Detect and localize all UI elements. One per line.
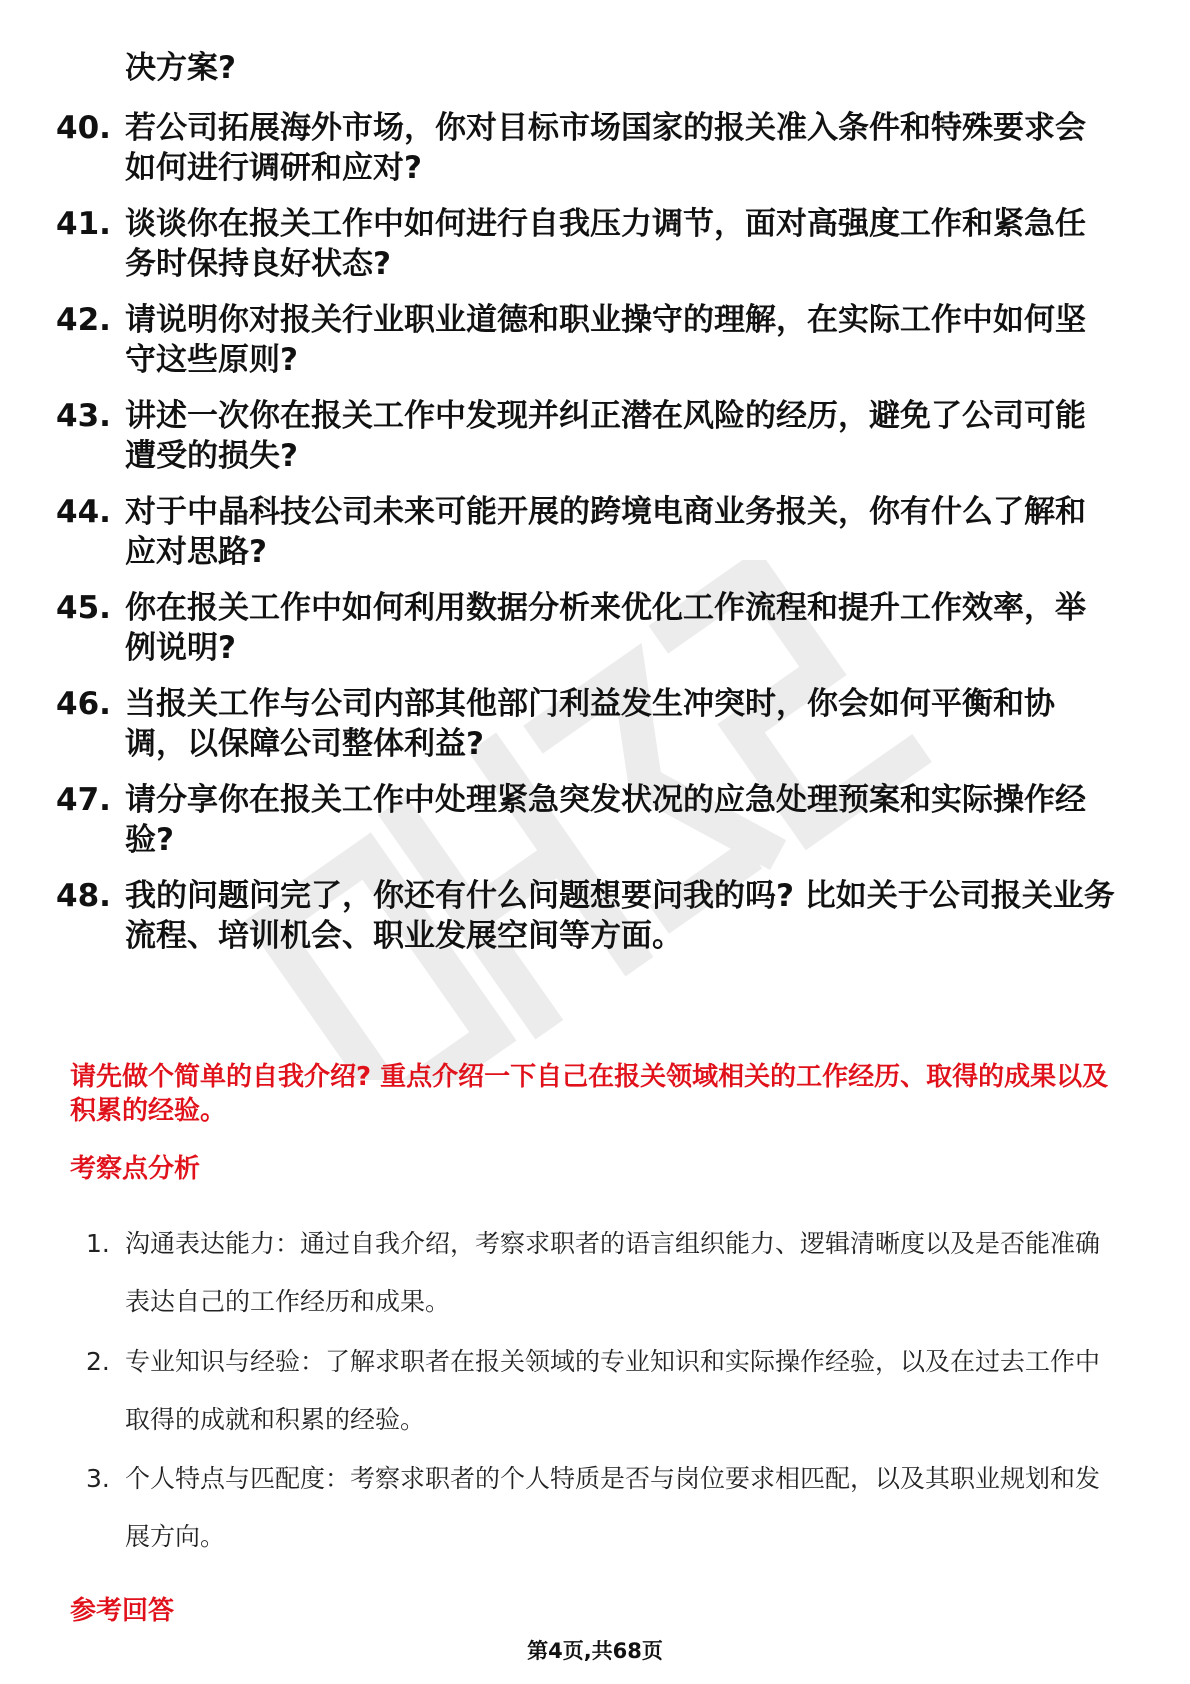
item-text: 谈谈你在报关工作中如何进行自我压力调节，面对高强度工作和紧急任务时保持良好状态? xyxy=(125,206,1086,282)
item-text: 个人特点与匹配度：考察求职者的个人特质是否与岗位要求相匹配，以及其职业规划和发展方向。 xyxy=(125,1464,1101,1551)
item-number: 1. xyxy=(86,1229,110,1258)
item-number: 46. xyxy=(56,686,111,722)
item-number: 45. xyxy=(56,590,111,626)
item-text: 专业知识与经验：了解求职者在报关领域的专业知识和实际操作经验，以及在过去工作中取得的成就和积累的经验。 xyxy=(125,1347,1101,1434)
item-text: 沟通表达能力：通过自我介绍，考察求职者的语言组织能力、逻辑清晰度以及是否能准确表达自己的工作经历和成果。 xyxy=(125,1229,1101,1316)
item-number: 3. xyxy=(86,1464,110,1493)
item-text: 请分享你在报关工作中处理紧急突发状况的应急处理预案和实际操作经验? xyxy=(125,782,1086,858)
item-text: 我的问题问完了，你还有什么问题想要问我的吗? 比如关于公司报关业务流程、培训机会、职业发展空间等方面。 xyxy=(125,878,1115,954)
item-number: 40. xyxy=(56,110,111,146)
highlight-question: 请先做个简单的自我介绍? 重点介绍一下自己在报关领域相关的工作经历、取得的成果以及积累的经验。 xyxy=(70,1062,1109,1126)
item-number: 42. xyxy=(56,302,111,338)
item-text: 对于中晶科技公司未来可能开展的跨境电商业务报关，你有什么了解和应对思路? xyxy=(125,494,1086,570)
continuation-text: 决方案? xyxy=(125,50,236,86)
item-text: 若公司拓展海外市场，你对目标市场国家的报关准入条件和特殊要求会如何进行调研和应对? xyxy=(125,110,1086,186)
item-text: 当报关工作与公司内部其他部门利益发生冲突时，你会如何平衡和协调，以保障公司整体利益? xyxy=(125,686,1055,762)
page-footer: 第4页,共68页 xyxy=(527,1639,663,1663)
item-text: 讲述一次你在报关工作中发现并纠正潜在风险的经历，避免了公司可能遭受的损失? xyxy=(125,398,1086,474)
item-text: 你在报关工作中如何利用数据分析来优化工作流程和提升工作效率，举例说明? xyxy=(125,590,1086,666)
reference-heading: 参考回答 xyxy=(70,1596,175,1626)
analysis-heading: 考察点分析 xyxy=(70,1154,201,1184)
item-text: 请说明你对报关行业职业道德和职业操守的理解，在实际工作中如何坚守这些原则? xyxy=(125,302,1086,378)
item-number: 43. xyxy=(56,398,111,434)
item-number: 48. xyxy=(56,878,111,914)
item-number: 41. xyxy=(56,206,111,242)
item-number: 44. xyxy=(56,494,111,530)
item-number: 2. xyxy=(86,1347,110,1376)
item-number: 47. xyxy=(56,782,111,818)
